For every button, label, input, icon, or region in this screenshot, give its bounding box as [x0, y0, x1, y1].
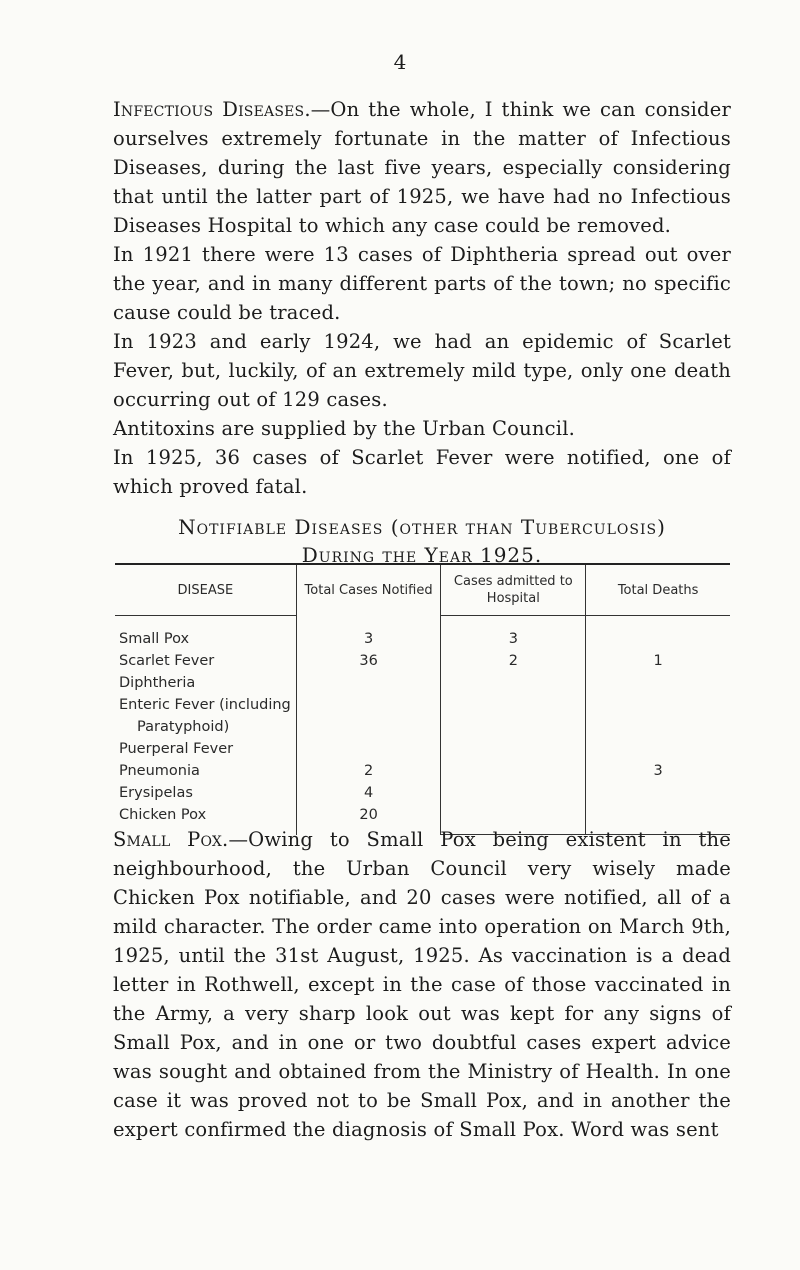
table-row [115, 716, 730, 738]
cell-notified: 36 [296, 650, 441, 672]
cell-admitted: 2 [441, 650, 586, 672]
table-row [115, 672, 730, 694]
cell-admitted [441, 716, 586, 738]
cell-notified: 3 [296, 616, 441, 651]
table-title [113, 513, 731, 569]
cell-disease: Puerperal Fever [119, 741, 234, 757]
cell-notified [296, 716, 441, 738]
cell-deaths [586, 616, 730, 651]
table-title-line-1: Notifiable Diseases (other than Tuberculosis) [178, 515, 666, 539]
table-row [115, 760, 730, 782]
cell-deaths [586, 694, 730, 716]
table-row [115, 650, 730, 672]
table-row [115, 616, 730, 651]
cell-notified: 20 [296, 804, 441, 835]
header-total-notified: Total Cases Notified [296, 564, 441, 616]
table-row [115, 738, 730, 760]
cell-notified [296, 738, 441, 760]
table-row [115, 694, 730, 716]
cell-admitted [441, 738, 586, 760]
section-heading-infectious-diseases: Infectious Diseases. [113, 98, 311, 121]
paragraph-diphtheria-1921: In 1921 there were 13 cases of Diphtheria spread out over the year, and in many different parts of the town; no specific cause could be traced. [113, 243, 731, 324]
cell-notified: 4 [296, 782, 441, 804]
cell-deaths [586, 738, 730, 760]
infectious-diseases-section [113, 95, 731, 569]
small-pox-section [113, 825, 731, 1144]
table-header-row [115, 564, 730, 616]
paragraph-antitoxins: Antitoxins are supplied by the Urban Council. [113, 417, 576, 440]
cell-deaths [586, 782, 730, 804]
paragraph-scarlet-fever-1925: In 1925, 36 cases of Scarlet Fever were notified, one of which proved fatal. [113, 446, 731, 498]
cell-disease: Erysipelas [119, 785, 193, 801]
cell-admitted: 3 [441, 616, 586, 651]
paragraph-infectious-diseases [113, 95, 731, 240]
table-row [115, 782, 730, 804]
cell-disease: Paratyphoid) [137, 719, 230, 735]
cell-disease: Diphtheria [119, 675, 196, 691]
notifiable-diseases-table [115, 563, 730, 835]
cell-deaths: 1 [586, 650, 730, 672]
cell-disease: Enteric Fever (including [119, 697, 291, 713]
page-number: 4 [393, 50, 407, 74]
cell-notified [296, 672, 441, 694]
cell-notified [296, 694, 441, 716]
section-heading-small-pox: Small Pox. [113, 828, 229, 851]
header-admitted: Cases admitted to Hospital [441, 564, 586, 616]
cell-admitted [441, 672, 586, 694]
cell-notified: 2 [296, 760, 441, 782]
paragraph-scarlet-fever-epidemic: In 1923 and early 1924, we had an epidemic of Scarlet Fever, but, luckily, of an extremely mild type, only one death occurring out of 129 cases. [113, 330, 731, 411]
header-disease: DISEASE [115, 564, 296, 616]
cell-disease: Pneumonia [119, 763, 200, 779]
cell-deaths: 3 [586, 760, 730, 782]
cell-deaths [586, 672, 730, 694]
cell-admitted [441, 760, 586, 782]
paragraph-text: —On the whole, I think we can consider ourselves extremely fortunate in the matter of Infectious Diseases, during the last five years, especially considering that until the latter part of 1925, we have had no Infectious Diseases Hospital to which any case could be removed. [113, 98, 731, 237]
table-title-line-2: During the Year 1925. [301, 543, 543, 567]
cell-disease: Scarlet Fever [119, 653, 215, 669]
cell-admitted [441, 694, 586, 716]
cell-admitted [441, 782, 586, 804]
paragraph-small-pox: —Owing to Small Pox being existent in the neighbourhood, the Urban Council very wisely made Chicken Pox notifiable, and 20 cases were notified, all of a mild character. The order came into operation on March 9th, 1925, until the 31st August, 1925. As vaccination is a dead letter in Rothwell, except in the case of those vaccinated in the Army, a very sharp look out was kept for any signs of Small Pox, and in one or two doubtful cases expert advice was sought and obtained from the Ministry of Health. In one case it was proved not to be Small Pox, and in another the expert confirmed the diagnosis of Small Pox. Word was sent [113, 828, 731, 1141]
header-total-deaths: Total Deaths [586, 564, 730, 616]
cell-disease: Chicken Pox [119, 807, 207, 824]
cell-deaths [586, 716, 730, 738]
cell-disease: Small Pox [119, 631, 190, 647]
